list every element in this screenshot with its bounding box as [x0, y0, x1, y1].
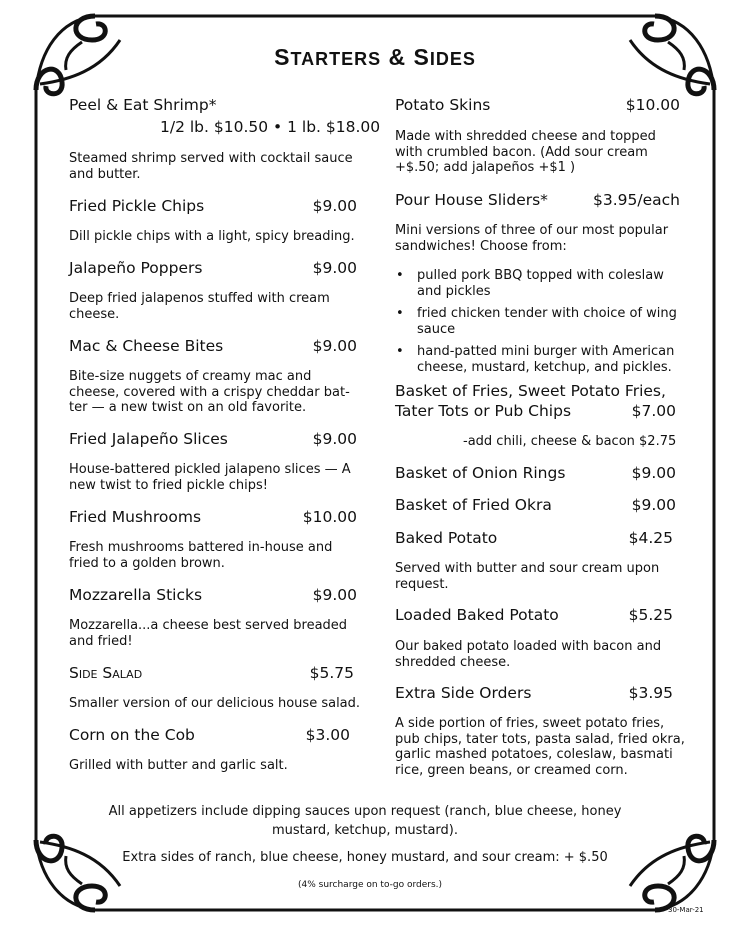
item-name: Basket of Onion Rings — [395, 464, 566, 482]
item-name-line2: Tater Tots or Pub Chips — [395, 402, 572, 420]
item-name: Baked Potato — [395, 529, 498, 547]
item-price: $9.00 — [312, 430, 357, 448]
item-desc: House-battered pickled jalapeno slices — A new twist to fried pickle chips! — [69, 462, 351, 493]
item-desc: A side portion of fries, sweet potato fries, pub chips, tater tots, pasta salad, fried okra, garlic mashed potatoes, coleslaw, basmati rice, green beans, or creamed corn. — [395, 716, 685, 778]
item-desc: Served with butter and sour cream upon request. — [395, 561, 660, 592]
item-addon: -add chili, cheese & bacon $2.75 — [463, 434, 677, 449]
item-price: $9.00 — [312, 259, 357, 277]
item-desc: Deep fried jalapenos stuffed with cream cheese. — [69, 291, 330, 322]
item-price: $10.00 — [625, 96, 680, 114]
item-price: $9.00 — [631, 464, 676, 482]
item-name: Mozzarella Sticks — [69, 586, 203, 604]
footer-extra-sides-note: Extra sides of ranch, blue cheese, honey mustard, and sour cream: + $.50 — [122, 850, 608, 865]
item-price: $9.00 — [312, 586, 357, 604]
item-name: Peel & Eat Shrimp* — [69, 96, 217, 114]
print-date: 30-Mar-21 — [668, 906, 704, 914]
item-price: $10.00 — [302, 508, 357, 526]
list-item: • hand-patted mini burger with American cheese, mustard, ketchup, and pickles. — [396, 344, 675, 375]
item-price: $7.00 — [631, 402, 676, 420]
item-name: Loaded Baked Potato — [395, 606, 559, 624]
item-name: Jalapeño Poppers — [69, 259, 203, 277]
item-desc: Smaller version of our delicious house salad. — [69, 696, 361, 711]
item-desc: Our baked potato loaded with bacon and shredded cheese. — [395, 639, 662, 670]
list-item: • fried chicken tender with choice of wing sauce — [396, 306, 677, 337]
page-title: STARTERS & SIDES — [274, 44, 476, 70]
item-desc: Made with shredded cheese and topped with crumbled bacon. (Add sour cream +$.50; add jalapeños +$1 ) — [395, 129, 656, 175]
item-price: $4.25 — [628, 529, 673, 547]
slider-options-list — [395, 268, 685, 382]
item-desc: Mini versions of three of our most popular sandwiches! Choose from: — [395, 223, 669, 254]
item-name: Corn on the Cob — [69, 726, 195, 744]
item-price: $3.95 — [628, 684, 673, 702]
item-name: Potato Skins — [395, 96, 491, 114]
item-name: Extra Side Orders — [395, 684, 532, 702]
item-price: $3.00 — [305, 726, 350, 744]
item-desc: Bite-size nuggets of creamy mac and cheese, covered with a crispy cheddar bat-ter — a new twist on an old favorite. — [69, 369, 350, 415]
item-price: $9.00 — [312, 337, 357, 355]
item-name: Pour House Sliders* — [395, 191, 548, 209]
item-price: 1/2 lb. $10.50 • 1 lb. $18.00 — [160, 118, 381, 136]
item-name: Basket of Fries, Sweet Potato Fries, — [395, 382, 666, 400]
item-price: $3.95/each — [593, 191, 680, 209]
item-desc: Grilled with butter and garlic salt. — [69, 758, 288, 773]
item-price: $9.00 — [312, 197, 357, 215]
item-desc: Steamed shrimp served with cocktail sauce and butter. — [69, 151, 353, 182]
list-item: • pulled pork BBQ topped with coleslaw and pickles — [396, 268, 664, 299]
item-name: Fried Jalapeño Slices — [69, 430, 228, 448]
item-desc: Mozzarella...a cheese best served breaded and fried! — [69, 618, 348, 649]
item-name: Fried Pickle Chips — [69, 197, 205, 215]
item-desc: Dill pickle chips with a light, spicy breading. — [69, 229, 355, 244]
item-price: $9.00 — [631, 496, 676, 514]
item-name: Side Salad — [69, 664, 143, 682]
item-price: $5.25 — [628, 606, 673, 624]
item-price: $5.75 — [309, 664, 354, 682]
item-name: Basket of Fried Okra — [395, 496, 552, 514]
item-name: Mac & Cheese Bites — [69, 337, 224, 355]
footer-sauces-note: All appetizers include dipping sauces upon request (ranch, blue cheese, honey mustard, ketchup, mustard). — [108, 804, 622, 838]
surcharge-note: (4% surcharge on to-go orders.) — [297, 880, 443, 890]
item-desc: Fresh mushrooms battered in-house and fried to a golden brown. — [69, 540, 333, 571]
item-name: Fried Mushrooms — [69, 508, 202, 526]
